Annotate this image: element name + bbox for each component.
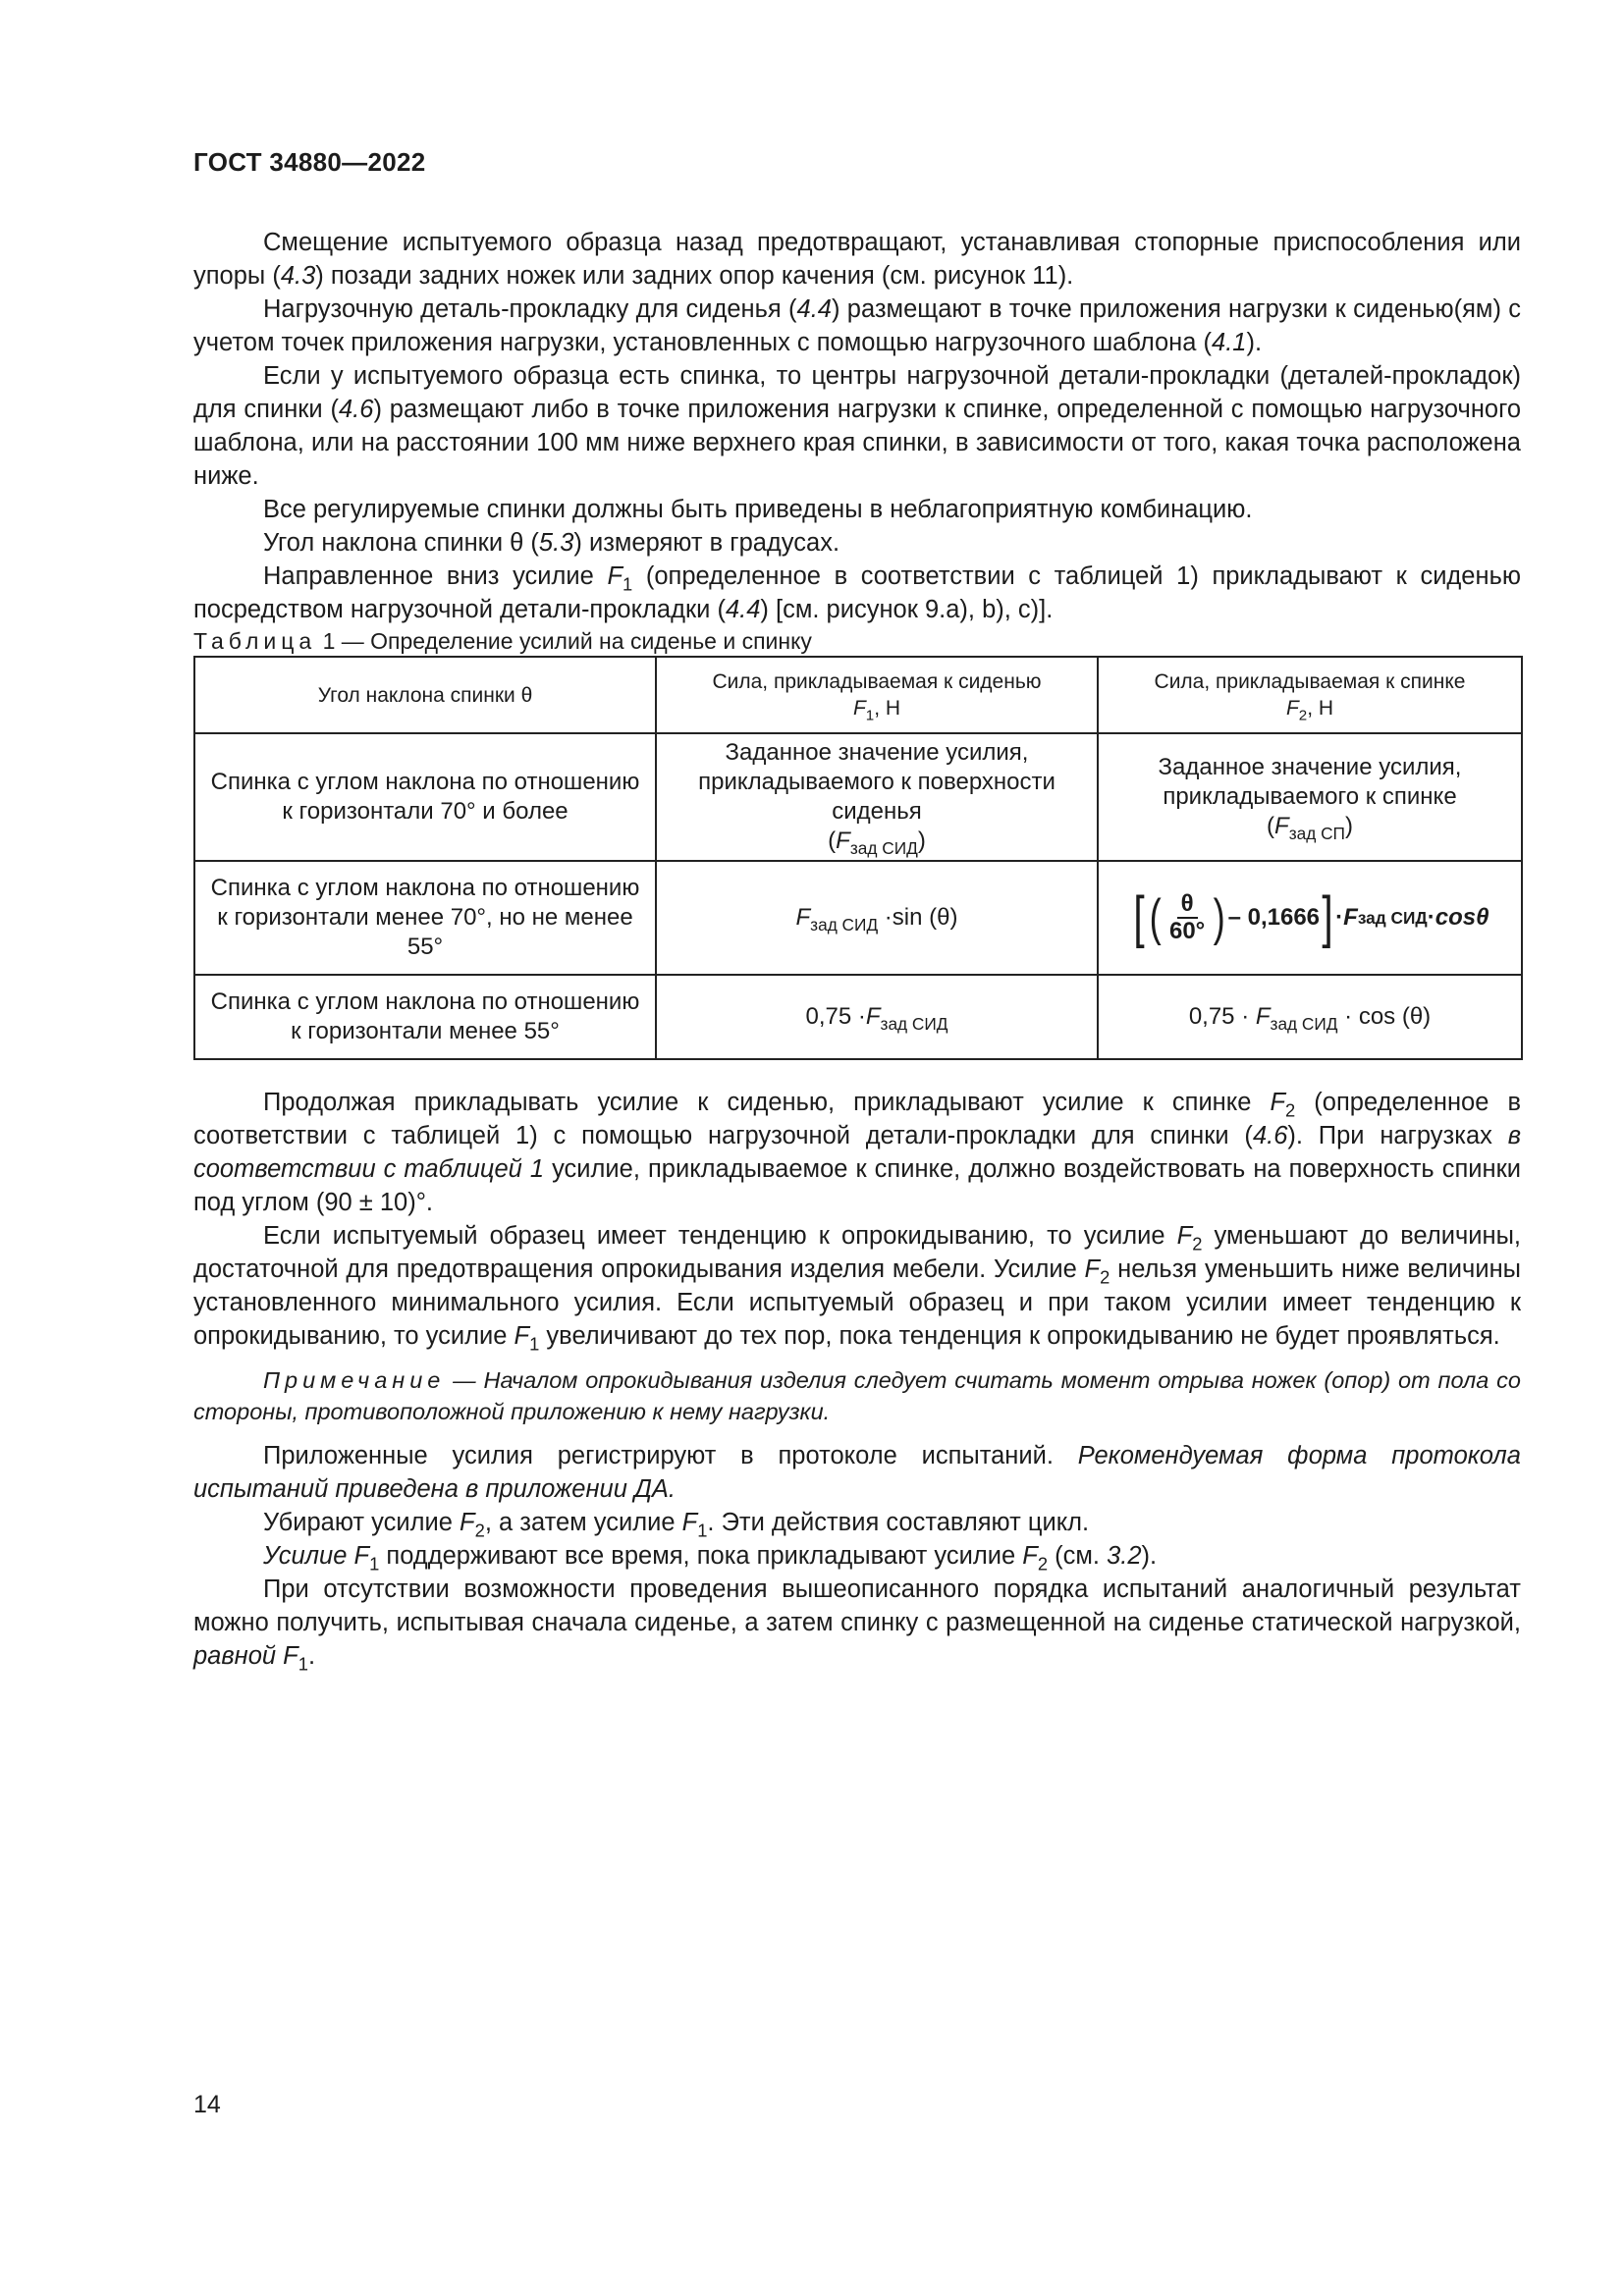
table-caption: Таблица 1 — Определение усилий на сиденье и спинку	[193, 628, 812, 654]
paragraph: Убирают усилие $F_2$, а затем усилие $F_1$. Эти действия составляют цикл.	[263, 1509, 1090, 1541]
paragraph: Если испытуемый образец имеет тенденцию к опрокидыванию, то усилие $F_2$ уменьшают до величины, достаточной для предотвращения опрокидывания изделия мебели. Усилие $F_2$ нельзя уменьшить ниже величины установленного минимального усилия. Если испытуемый образец и при таком усилии имеет тенденцию к опрокидыванию, то усилие $F_1$ увеличивают до тех пор, пока тенденция к опрокидыванию не будет проявляться.	[193, 1222, 1521, 1355]
table-cell: $F_{зад СИД} \cdot\sin$ (θ)	[656, 861, 1098, 975]
table-header-cell: Угол наклона спинки θ	[194, 657, 656, 733]
paragraph: Нагрузочную деталь-прокладку для сиденья (4.4) размещают в точке приложения нагрузки к сиденью(ям) с учетом точек приложения нагрузки, установленных с помощью нагрузочного шаблона (4.1).	[193, 295, 1521, 356]
backrest-force-formula: [ ( $\frac{\theta}{60^\circ}$ ) – 0,1666 ] · F зад СИД · cosθ	[1132, 885, 1489, 949]
table-cell: Спинка с углом наклона по отношению к горизонтали 70° и более	[194, 733, 656, 861]
document-header: ГОСТ 34880—2022	[193, 147, 426, 177]
table-row	[194, 733, 1522, 861]
paragraph: Усилие $F_1$ поддерживают все время, пока прикладывают усилие $F_2$ (см. 3.2).	[263, 1542, 1158, 1575]
paragraph: Продолжая прикладывать усилие к сиденью, прикладывают усилие к спинке $F_2$ (определенное в соответствии с таблицей 1) с помощью нагрузочной детали-прокладки для спинки (4.6). При нагрузках в соответствии с таблицей 1 усилие, прикладываемое к спинке, должно воздействовать на поверхность спинки под углом (90 ± 10)°.	[193, 1089, 1521, 1216]
paragraph: Приложенные усилия регистрируют в протоколе испытаний. Рекомендуемая форма протокола испытаний приведена в приложении ДА.	[193, 1442, 1521, 1503]
table-row	[194, 861, 1522, 975]
table-cell: Спинка с углом наклона по отношению к горизонтали менее 55°	[194, 975, 656, 1059]
page-content	[193, 226, 1521, 1673]
table-row	[194, 975, 1522, 1059]
paragraph: Угол наклона спинки θ (5.3) измеряют в градусах.	[263, 529, 840, 557]
paragraph: Смещение испытуемого образца назад предотвращают, устанавливая стопорные приспособления или упоры (4.3) позади задних ножек или задних опор качения (см. рисунок 11).	[193, 229, 1521, 290]
table-cell: $0,75 \cdot F_{зад СИД} \cdot \cos (\theta)$	[1098, 975, 1522, 1059]
paragraph: Все регулируемые спинки должны быть приведены в неблагоприятную комбинацию.	[263, 496, 1253, 523]
table-cell	[1098, 861, 1522, 975]
table-header-cell: Сила, прикладываемая к сиденью $F_1$, Н	[656, 657, 1098, 733]
paragraph: Если у испытуемого образца есть спинка, то центры нагрузочной детали-прокладки (деталей-прокладок) для спинки (4.6) размещают либо в точке приложения нагрузки к спинке, определенной с помощью нагрузочного шаблона, или на расстоянии 100 мм ниже верхнего края спинки, в зависимости от того, какая точка расположена ниже.	[193, 362, 1522, 490]
table-cell: Заданное значение усилия, прикладываемого к поверхности сиденья $(F_{зад СИД})$	[656, 733, 1098, 861]
paragraph: При отсутствии возможности проведения вышеописанного порядка испытаний аналогичный результат можно получить, испытывая сначала сиденье, а затем спинку с размещенной на сиденье статической нагрузкой, равной $F_1$.	[193, 1575, 1521, 1675]
table-cell: Заданное значение усилия, прикладываемого к спинке $(F_{зад СП})$	[1098, 733, 1522, 861]
table-cell: Спинка с углом наклона по отношению к горизонтали менее 70°, но не менее 55°	[194, 861, 656, 975]
page-number: 14	[193, 2091, 221, 2118]
table-header-cell: Сила, прикладываемая к спинке $F_2$, Н	[1098, 657, 1522, 733]
forces-table	[193, 656, 1523, 1060]
note: Примечание — Началом опрокидывания изделия следует считать момент отрыва ножек (опор) от пола со стороны, противоположной приложению к нему нагрузки.	[193, 1367, 1521, 1424]
paragraph: Направленное вниз усилие $F_1$ (определенное в соответствии с таблицей 1) прикладывают к сиденью посредством нагрузочной детали-прокладки (4.4) [см. рисунок 9.a), b), c)].	[193, 562, 1521, 623]
table-header-row	[194, 657, 1522, 733]
table-cell: $0,75 \cdot F_{зад СИД}$	[656, 975, 1098, 1059]
